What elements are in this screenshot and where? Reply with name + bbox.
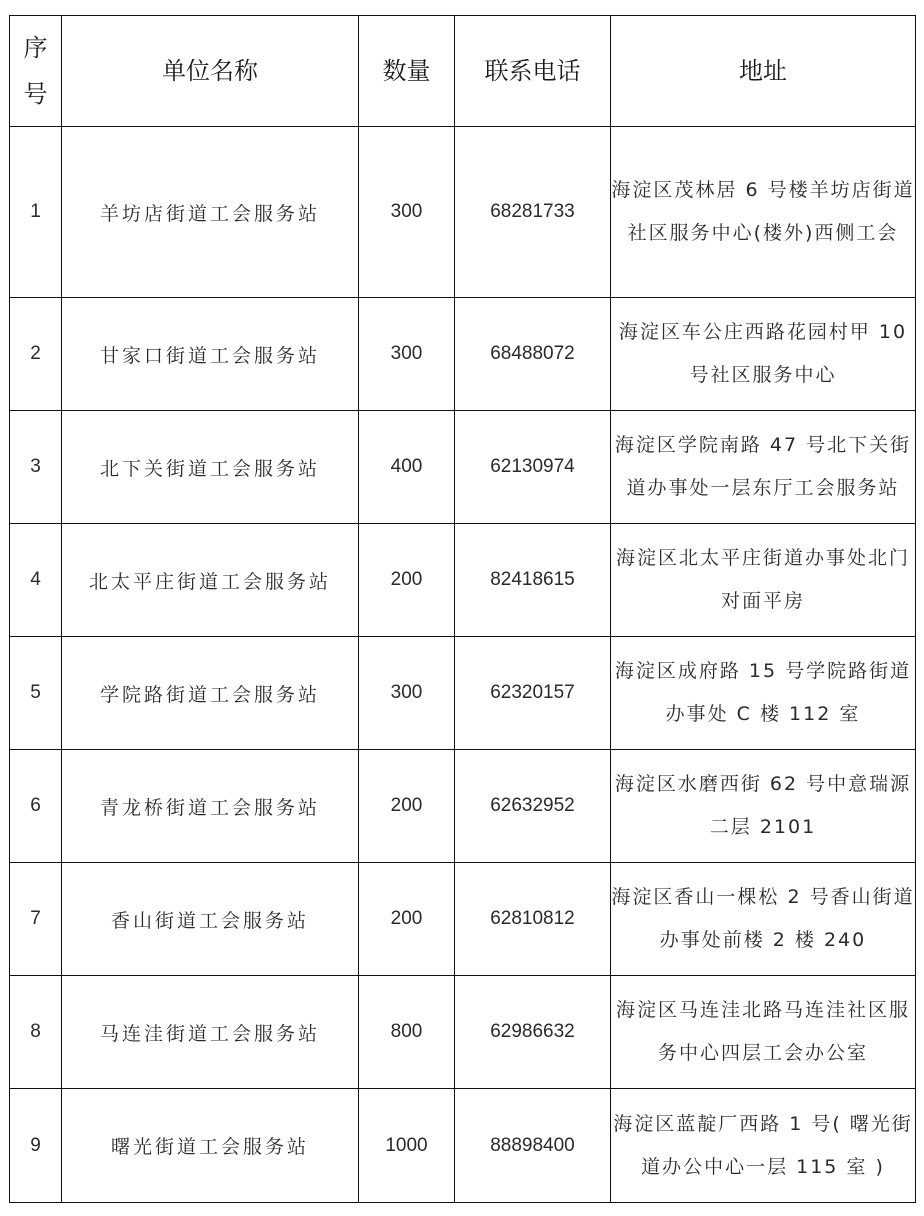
table-row — [10, 976, 916, 1089]
cell-count: 300 — [359, 127, 455, 298]
cell-unit-name: 曙光街道工会服务站 — [62, 1089, 359, 1203]
cell-phone: 68281733 — [455, 127, 611, 298]
cell-unit-name: 北太平庄街道工会服务站 — [62, 524, 359, 637]
cell-phone: 62320157 — [455, 637, 611, 750]
cell-address: 海淀区车公庄西路花园村甲 10 号社区服务中心 — [611, 298, 916, 411]
header-phone: 联系电话 — [455, 16, 611, 127]
header-row — [10, 16, 916, 127]
cell-phone: 82418615 — [455, 524, 611, 637]
cell-address: 海淀区香山一棵松 2 号香山街道办事处前楼 2 楼 240 — [611, 863, 916, 976]
header-unit-name: 单位名称 — [62, 16, 359, 127]
cell-phone: 62810812 — [455, 863, 611, 976]
cell-serial-number: 9 — [10, 1089, 62, 1203]
header-serial-number — [10, 16, 62, 127]
cell-unit-name: 青龙桥街道工会服务站 — [62, 750, 359, 863]
cell-serial-number: 7 — [10, 863, 62, 976]
cell-unit-name: 香山街道工会服务站 — [62, 863, 359, 976]
cell-serial-number: 5 — [10, 637, 62, 750]
table-row — [10, 750, 916, 863]
cell-serial-number: 2 — [10, 298, 62, 411]
cell-serial-number: 8 — [10, 976, 62, 1089]
cell-unit-name: 羊坊店街道工会服务站 — [62, 127, 359, 298]
cell-serial-number: 1 — [10, 127, 62, 298]
cell-count: 400 — [359, 411, 455, 524]
table-body — [10, 127, 916, 1203]
cell-address: 海淀区水磨西街 62 号中意瑞源二层 2101 — [611, 750, 916, 863]
cell-count: 1000 — [359, 1089, 455, 1203]
cell-unit-name: 甘家口街道工会服务站 — [62, 298, 359, 411]
cell-count: 200 — [359, 863, 455, 976]
table-row — [10, 524, 916, 637]
table-row — [10, 863, 916, 976]
cell-address: 海淀区茂林居 6 号楼羊坊店街道社区服务中心(楼外)西侧工会 — [611, 127, 916, 298]
cell-count: 200 — [359, 750, 455, 863]
header-count: 数量 — [359, 16, 455, 127]
cell-count: 200 — [359, 524, 455, 637]
cell-unit-name: 学院路街道工会服务站 — [62, 637, 359, 750]
cell-address: 海淀区成府路 15 号学院路街道办事处 C 楼 112 室 — [611, 637, 916, 750]
cell-unit-name: 北下关街道工会服务站 — [62, 411, 359, 524]
table-row — [10, 637, 916, 750]
cell-count: 300 — [359, 298, 455, 411]
cell-phone: 88898400 — [455, 1089, 611, 1203]
table-row — [10, 1089, 916, 1203]
cell-address: 海淀区学院南路 47 号北下关街道办事处一层东厅工会服务站 — [611, 411, 916, 524]
union-station-table — [9, 15, 916, 1203]
cell-address: 海淀区北太平庄街道办事处北门对面平房 — [611, 524, 916, 637]
table-row — [10, 411, 916, 524]
cell-serial-number: 4 — [10, 524, 62, 637]
cell-unit-name: 马连洼街道工会服务站 — [62, 976, 359, 1089]
table-row — [10, 127, 916, 298]
table-row — [10, 298, 916, 411]
header-serial-number-text: 序号 — [23, 34, 48, 108]
cell-phone: 68488072 — [455, 298, 611, 411]
cell-phone: 62986632 — [455, 976, 611, 1089]
cell-address: 海淀区马连洼北路马连洼社区服务中心四层工会办公室 — [611, 976, 916, 1089]
cell-count: 800 — [359, 976, 455, 1089]
cell-serial-number: 3 — [10, 411, 62, 524]
cell-phone: 62130974 — [455, 411, 611, 524]
header-address: 地址 — [611, 16, 916, 127]
cell-serial-number: 6 — [10, 750, 62, 863]
cell-phone: 62632952 — [455, 750, 611, 863]
cell-count: 300 — [359, 637, 455, 750]
cell-address: 海淀区蓝靛厂西路 1 号( 曙光街道办公中心一层 115 室 ) — [611, 1089, 916, 1203]
table-header — [10, 16, 916, 127]
